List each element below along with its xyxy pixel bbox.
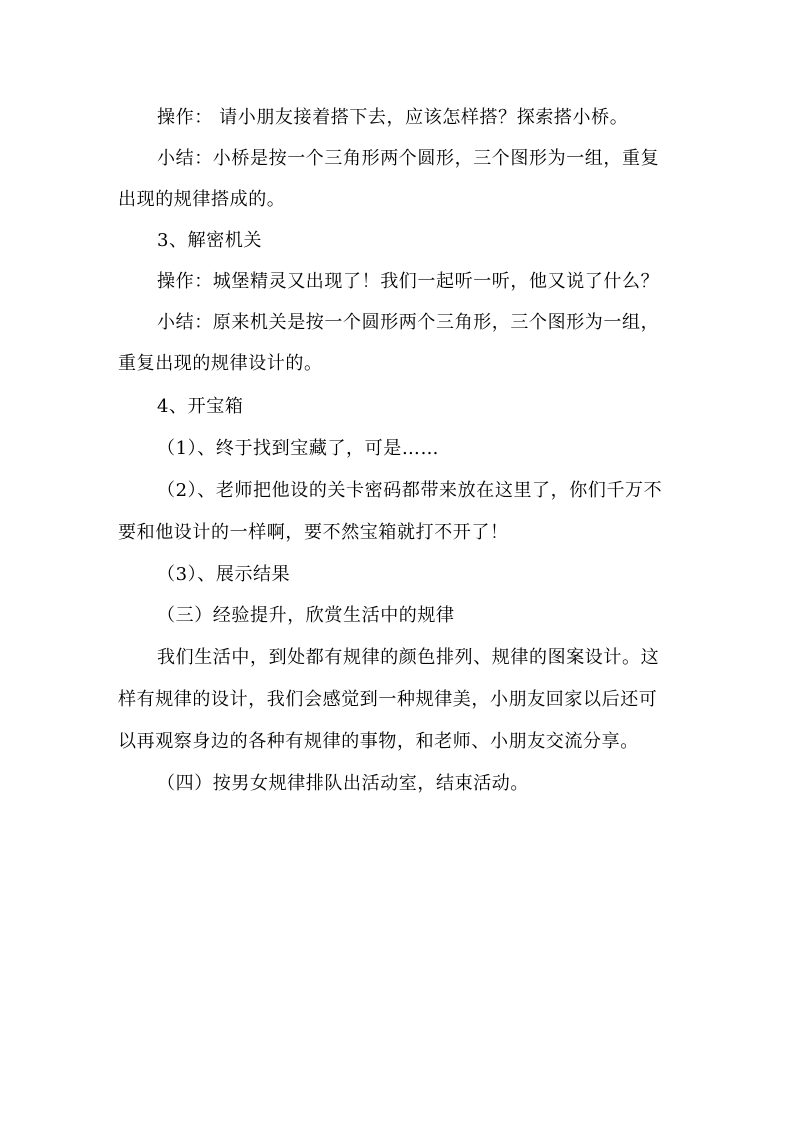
paragraph-line-3: 出现的规律搭成的。 — [118, 189, 286, 210]
paragraph-line-1: 操作： 请小朋友接着搭下去，应该怎样搭？探索搭小桥。 — [157, 107, 629, 128]
section-heading-san: （三）经验提升，欣赏生活中的规律 — [157, 605, 455, 626]
paragraph-line-16: 以再观察身边的各种有规律的事物，和老师、小朋友交流分享。 — [118, 731, 639, 752]
section-heading-4: 4、开宝箱 — [157, 396, 244, 417]
paragraph-line-10: （2）、老师把他设的关卡密码都带来放在这里了，你们千万不 — [157, 480, 663, 501]
paragraph-line-2: 小结：小桥是按一个三角形两个圆形，三个图形为一组，重复 — [157, 148, 660, 169]
paragraph-line-14: 我们生活中，到处都有规律的颜色排列、规律的图案设计。这 — [157, 647, 660, 668]
section-heading-si: （四）按男女规律排队出活动室，结束活动。 — [157, 773, 529, 794]
section-heading-3: 3、解密机关 — [157, 230, 263, 251]
paragraph-line-7: 重复出现的规律设计的。 — [118, 353, 323, 374]
paragraph-line-12: （3）、展示结果 — [157, 564, 291, 585]
paragraph-line-15: 样有规律的设计，我们会感觉到一种规律美，小朋友回家以后还可 — [118, 689, 658, 710]
paragraph-line-9: （1）、终于找到宝藏了，可是…… — [157, 438, 440, 459]
paragraph-line-6: 小结：原来机关是按一个圆形两个三角形，三个图形为一组， — [157, 312, 660, 333]
paragraph-line-5: 操作：城堡精灵又出现了！我们一起听一听，他又说了什么？ — [157, 271, 660, 292]
paragraph-line-11: 要和他设计的一样啊，要不然宝箱就打不开了！ — [118, 522, 509, 543]
